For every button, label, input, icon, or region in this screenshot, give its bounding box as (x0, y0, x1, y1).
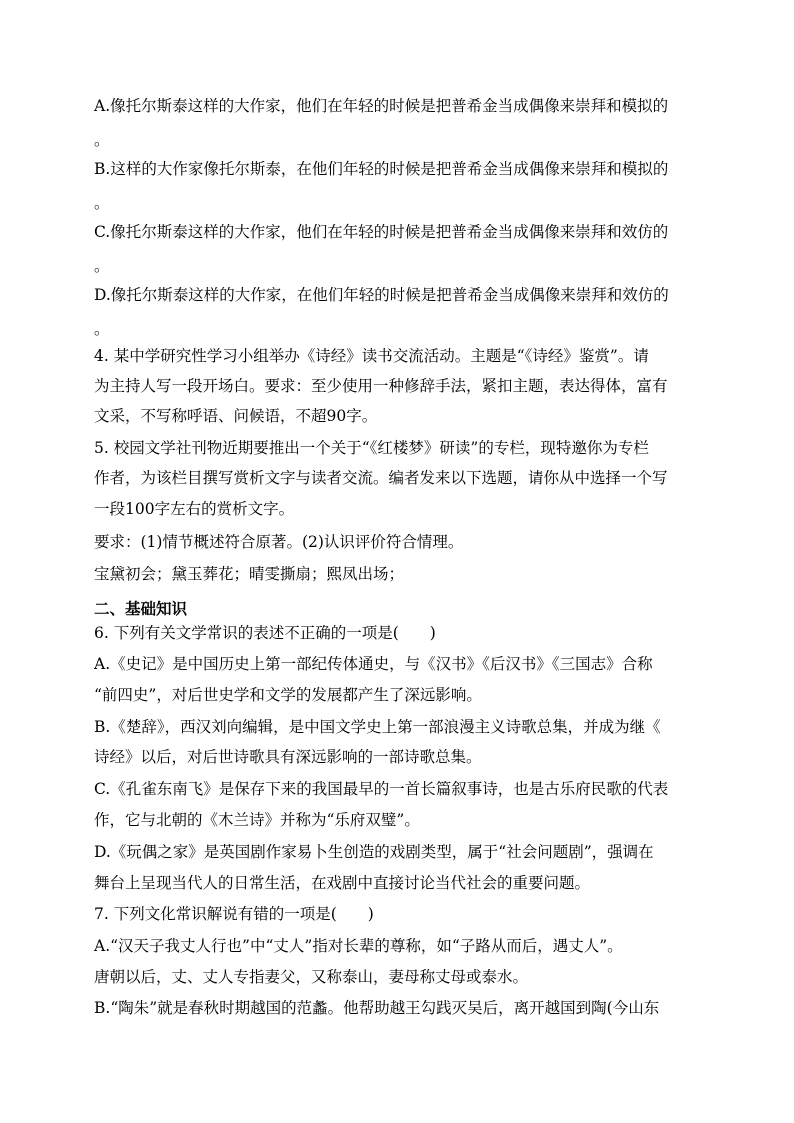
question-4-line-2: 为主持人写一段开场白。要求：至少使用一种修辞手法，紧扣主题，表达得体，富有 (94, 377, 668, 395)
question-5-topics: 宝黛初会；黛玉葬花；晴雯撕扇；熙凤出场； (94, 565, 405, 583)
option-b-continuation: 。 (94, 194, 110, 212)
option-c-continuation: 。 (94, 257, 110, 275)
option-a-line: A.像托尔斯泰这样的大作家，他们在年轻的时候是把普希金当成偶像来崇拜和模拟的 (94, 97, 669, 115)
option-b-line: B.这样的大作家像托尔斯泰，在他们年轻的时候是把普希金当成偶像来崇拜和模拟的 (94, 160, 669, 178)
question-7-option-a-line-2: 唐朝以后，丈、丈人专指妻父，又称泰山，妻母称丈母或泰水。 (94, 968, 529, 986)
question-6-option-d-line-2: 舞台上呈现当代人的日常生活，在戏剧中直接讨论当代社会的重要问题。 (94, 874, 591, 892)
question-6-option-b-line-1: B.《楚辞》，西汉刘向编辑，是中国文学史上第一部浪漫主义诗歌总集，并成为继《 (94, 718, 661, 736)
option-d-line: D.像托尔斯泰这样的大作家，在他们年轻的时候是把普希金当成偶像来崇拜和效仿的 (94, 286, 669, 304)
option-a-continuation: 。 (94, 131, 110, 149)
question-6-option-d-line-1: D.《玩偶之家》是英国剧作家易卜生创造的戏剧类型，属于“社会问题剧”，强调在 (94, 843, 654, 861)
question-7-option-a-line-1: A.“汉天子我丈人行也”中“丈人”指对长辈的尊称，如“子路从而后，遇丈人”。 (94, 937, 623, 955)
question-6-stem: 6. 下列有关文学常识的表述不正确的一项是( ) (94, 624, 436, 642)
question-6-option-a-line-2: “前四史”，对后世史学和文学的发展都产生了深远影响。 (94, 686, 482, 704)
question-5-requirements: 要求：(1)情节概述符合原著。(2)认识评价符合情理。 (94, 533, 464, 551)
question-6-option-c-line-1: C.《孔雀东南飞》是保存下来的我国最早的一首长篇叙事诗，也是古乐府民歌的代表 (94, 780, 669, 798)
question-4-line-3: 文采，不写称呼语、问候语，不超90字。 (94, 407, 378, 425)
question-4-line-1: 4. 某中学研究性学习小组举办《诗经》读书交流活动。主题是“《诗经》鉴赏”。请 (94, 347, 649, 365)
question-7-option-b-line-1: B.“陶朱”就是春秋时期越国的范蠡。他帮助越王勾践灭吴后，离开越国到陶(今山东 (94, 999, 660, 1017)
question-6-option-b-line-2: 诗经》以后，对后世诗歌具有深远影响的一部诗歌总集。 (94, 748, 482, 766)
question-5-line-1: 5. 校园文学社刊物近期要推出一个关于“《红楼梦》研读”的专栏，现特邀你为专栏 (94, 439, 649, 457)
question-5-line-2: 作者，为该栏目撰写赏析文字与读者交流。编者发来以下选题，请你从中选择一个写 (94, 469, 668, 487)
question-6-option-c-line-2: 作，它与北朝的《木兰诗》并称为“乐府双璧”。 (94, 811, 420, 829)
question-7-stem: 7. 下列文化常识解说有错的一项是( ) (94, 905, 374, 923)
option-c-line: C.像托尔斯泰这样的大作家，他们在年轻的时候是把普希金当成偶像来崇拜和效仿的 (94, 223, 669, 241)
question-6-option-a-line-1: A.《史记》是中国历史上第一部纪传体通史，与《汉书》《后汉书》《三国志》合称 (94, 655, 653, 673)
option-d-continuation: 。 (94, 320, 110, 338)
section-heading: 二、基础知识 (94, 600, 188, 618)
question-5-line-3: 一段100字左右的赏析文字。 (94, 500, 295, 518)
